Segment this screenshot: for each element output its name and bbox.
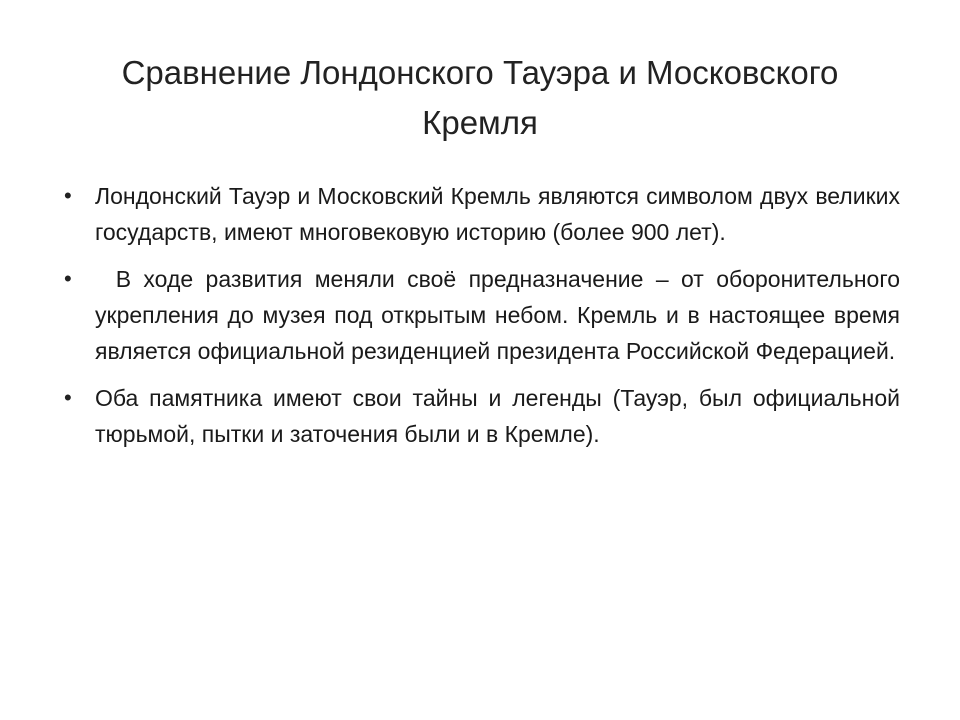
bullet-text-1: Лондонский Тауэр и Московский Кремль являются символом двух великих государств, имеют многовековую историю (более 900 лет).	[95, 183, 900, 245]
bullet-text-2: В ходе развития меняли своё предназначение – от оборонительного укрепления до музея под открытым небом. Кремль и в настоящее время является официальной резиденцией президента Российской Федерацией.	[95, 266, 900, 364]
bullet-text-3: Оба памятника имеют свои тайны и легенды (Тауэр, был официальной тюрьмой, пытки и заточения были и в Кремле).	[95, 385, 900, 447]
bullet-marker-icon: •	[64, 385, 72, 410]
bullet-list	[60, 178, 900, 463]
bullet-item-1	[60, 178, 900, 250]
bullet-marker-icon: •	[64, 183, 72, 208]
bullet-item-2	[60, 261, 900, 369]
bullet-item-3	[60, 380, 900, 452]
slide-title: Сравнение Лондонского Тауэра и Московского Кремля	[121, 54, 839, 141]
bullet-marker-icon: •	[64, 266, 72, 291]
